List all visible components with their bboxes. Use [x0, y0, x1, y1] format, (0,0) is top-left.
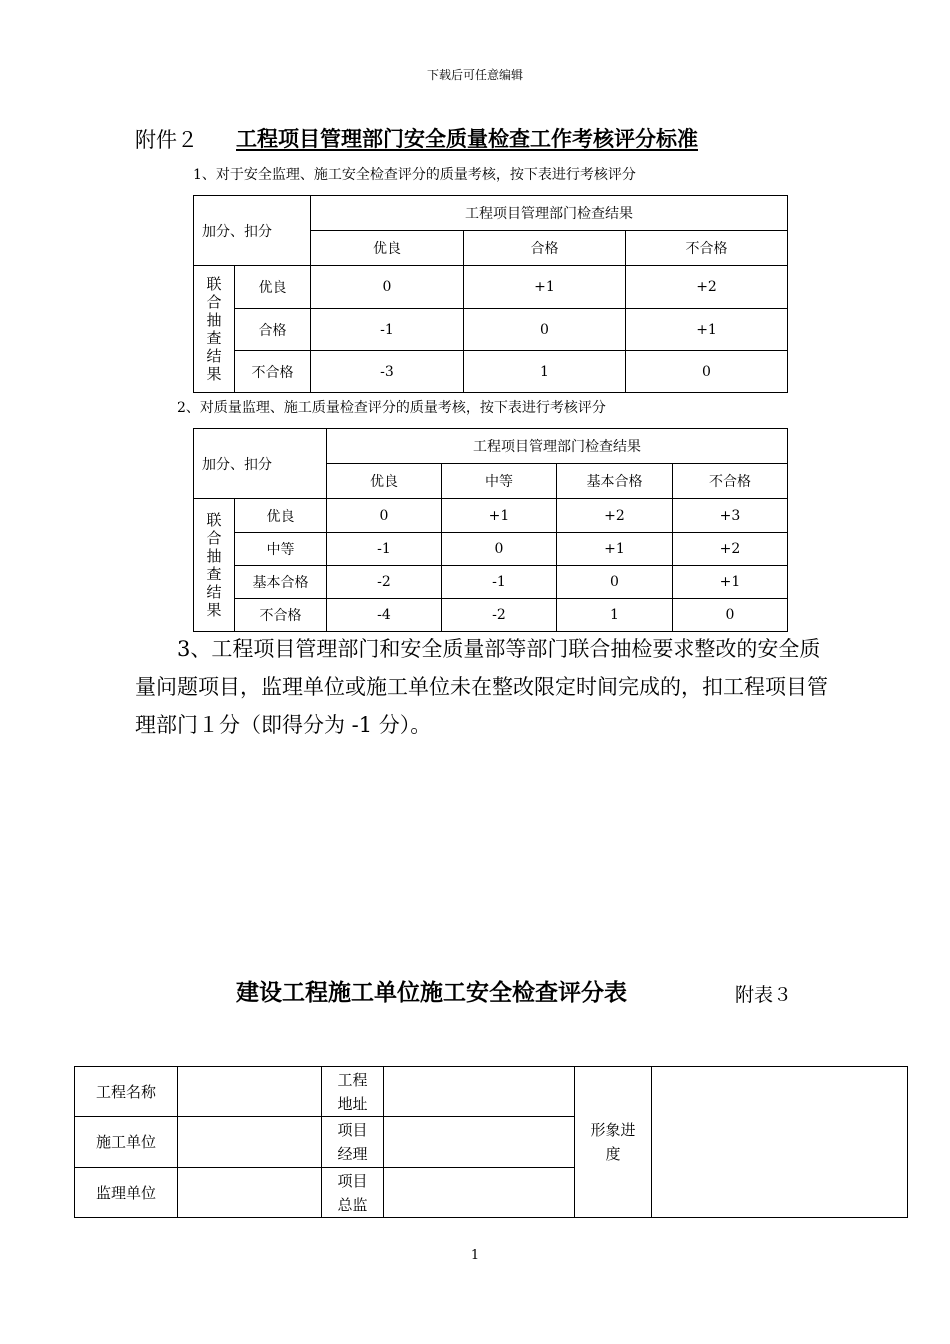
row-header: 不合格	[235, 351, 311, 393]
row-header: 中等	[235, 533, 327, 566]
table-cell: +1	[464, 266, 626, 309]
table-cell: +2	[626, 266, 788, 309]
table-cell: -1	[442, 566, 557, 599]
table-cell: +1	[557, 533, 673, 566]
table-corner-cell: 加分、扣分	[194, 196, 311, 266]
table-cell: 1	[464, 351, 626, 393]
row-header: 不合格	[235, 599, 327, 632]
row-group-char: 结	[206, 583, 222, 601]
table-cell: 0	[464, 309, 626, 351]
column-header: 中等	[442, 464, 557, 499]
page-number: 1	[470, 1248, 480, 1263]
column-header: 优良	[311, 231, 464, 266]
score-table-quality	[193, 428, 788, 632]
table-cell: 0	[557, 566, 673, 599]
table-cell: -3	[311, 351, 464, 393]
progress-value	[652, 1067, 908, 1218]
row-group-char: 抽	[206, 547, 222, 565]
row-group-header	[194, 499, 235, 632]
row-group-char: 联	[206, 511, 222, 529]
row-header: 基本合格	[235, 566, 327, 599]
column-header: 不合格	[673, 464, 788, 499]
column-header: 优良	[327, 464, 442, 499]
chief-supervisor-label: 项目 总监	[322, 1168, 384, 1218]
row-group-char: 抽	[206, 311, 222, 329]
row-group-char: 合	[206, 293, 222, 311]
row-header: 优良	[235, 266, 311, 309]
row-group-header	[194, 266, 235, 393]
table-cell: +2	[673, 533, 788, 566]
intro-text-1: 1、对于安全监理、施工安全检查评分的质量考核，按下表进行考核评分	[193, 167, 636, 183]
table-cell: +2	[557, 499, 673, 533]
table-cell: -4	[327, 599, 442, 632]
row-header: 优良	[235, 499, 327, 533]
annex-label: 附件２	[135, 128, 198, 152]
manager-label: 项目 经理	[322, 1117, 384, 1168]
project-info-table	[74, 1066, 908, 1218]
column-header: 不合格	[626, 231, 788, 266]
table-cell: -2	[442, 599, 557, 632]
table-cell: -1	[327, 533, 442, 566]
page-title: 工程项目管理部门安全质量检查工作考核评分标准	[236, 126, 698, 151]
table-group-header: 工程项目管理部门检查结果	[327, 429, 788, 464]
paragraph-3-text: 3、工程项目管理部门和安全质量部等部门联合抽检要求整改的安全质量问题项目，监理单位或施工单位未在整改限定时间完成的，扣工程项目管理部门１分（即得分为 -1 分）。	[135, 637, 828, 737]
table-cell: 1	[557, 599, 673, 632]
table-corner-cell: 加分、扣分	[194, 429, 327, 499]
table-cell: +3	[673, 499, 788, 533]
contractor-value	[178, 1117, 322, 1168]
contractor-label: 施工单位	[75, 1117, 178, 1168]
address-label: 工程 地址	[322, 1067, 384, 1117]
progress-label: 形象进 度	[575, 1067, 652, 1218]
paragraph-3	[135, 630, 835, 744]
row-group-char: 合	[206, 529, 222, 547]
table-cell: 0	[311, 266, 464, 309]
header-note: 下载后可任意编辑	[426, 68, 523, 82]
table-cell: -1	[311, 309, 464, 351]
project-name-label: 工程名称	[75, 1067, 178, 1117]
supervisor-value	[178, 1168, 322, 1218]
table-cell: 0	[442, 533, 557, 566]
table-cell: -2	[327, 566, 442, 599]
table-cell: +1	[673, 566, 788, 599]
row-group-char: 果	[206, 365, 222, 383]
row-group-char: 果	[206, 601, 222, 619]
form-annex-label: 附表３	[735, 984, 793, 1006]
row-header: 合格	[235, 309, 311, 351]
table-cell: 0	[673, 599, 788, 632]
table-cell: +1	[442, 499, 557, 533]
column-header: 合格	[464, 231, 626, 266]
manager-value	[384, 1117, 575, 1168]
chief-supervisor-value	[384, 1168, 575, 1218]
address-value	[384, 1067, 575, 1117]
form-title: 建设工程施工单位施工安全检查评分表	[236, 979, 627, 1006]
row-group-char: 查	[206, 329, 222, 347]
supervisor-label: 监理单位	[75, 1168, 178, 1218]
row-group-char: 结	[206, 347, 222, 365]
intro-text-2: 2、对质量监理、施工质量检查评分的质量考核，按下表进行考核评分	[177, 400, 606, 416]
table-cell: 0	[626, 351, 788, 393]
project-name-value	[178, 1067, 322, 1117]
table-group-header: 工程项目管理部门检查结果	[311, 196, 788, 231]
score-table-safety	[193, 195, 788, 393]
column-header: 基本合格	[557, 464, 673, 499]
row-group-char: 联	[206, 275, 222, 293]
row-group-char: 查	[206, 565, 222, 583]
table-cell: 0	[327, 499, 442, 533]
table-cell: +1	[626, 309, 788, 351]
